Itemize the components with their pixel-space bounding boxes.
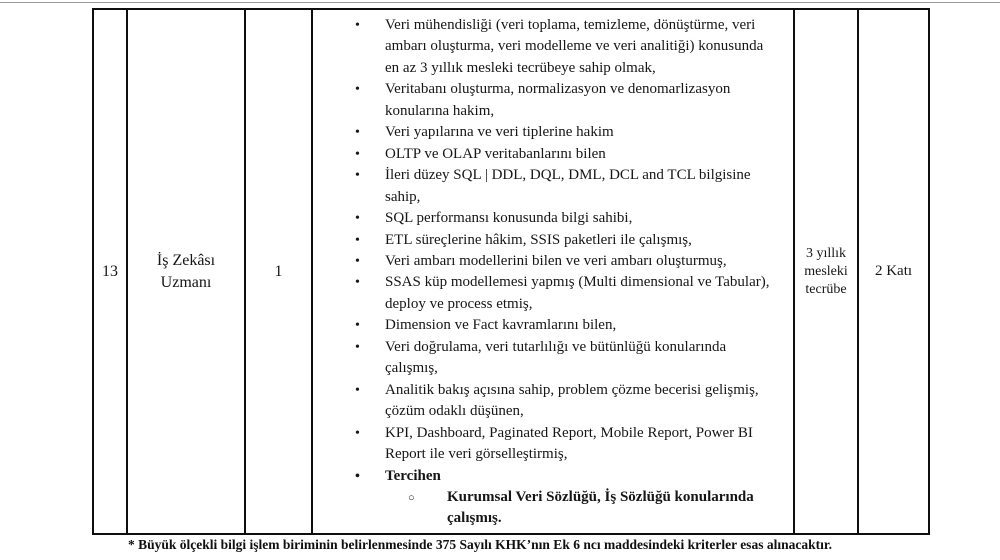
disc-bullet-icon: • (355, 253, 360, 269)
requirement-text: KPI, Dashboard, Paginated Report, Mobile Report, Power BI Report ile veri görselleştirmiş, (385, 424, 753, 463)
requirement-text: Veri doğrulama, veri tutarlılığı ve bütünlüğü konularında çalışmış, (385, 338, 727, 377)
disc-bullet-icon: • (355, 82, 360, 98)
requirement-text: OLTP ve OLAP veritabanlarını bilen (385, 145, 606, 162)
disc-bullet-icon: • (355, 232, 360, 248)
requirement-item (313, 230, 793, 251)
requirement-item (313, 122, 793, 143)
position-title: İş Zekâsı Uzmanı (156, 251, 216, 291)
requirement-item (313, 208, 793, 229)
requirements-list (313, 15, 793, 530)
disc-bullet-icon: • (355, 339, 360, 355)
position-count: 1 (274, 262, 283, 280)
requirement-text: Tercihen (385, 467, 441, 484)
requirement-item (313, 315, 793, 336)
requirement-text: İleri düzey SQL | DDL, DQL, DML, DCL and TCL bilgisine sahip, (385, 167, 751, 205)
requirement-text: Kurumsal Veri Sözlüğü, İş Sözlüğü konularında çalışmış. (447, 488, 754, 527)
position-count-cell (246, 10, 313, 533)
requirement-item (313, 79, 793, 122)
requirement-text: Veritabanı oluşturma, normalizasyon ve denomarlizasyon konularına hakim, (385, 81, 731, 119)
requirement-item (313, 380, 793, 423)
disc-bullet-icon: • (355, 125, 360, 141)
disc-bullet-icon: • (355, 318, 360, 334)
circle-bullet-icon: ○ (408, 491, 415, 504)
requirements-cell (313, 10, 795, 533)
job-requirements-table (92, 8, 930, 535)
requirement-text: SQL performansı konusunda bilgi sahibi, (385, 210, 633, 227)
disc-bullet-icon: • (355, 382, 360, 398)
disc-bullet-icon: • (355, 18, 360, 33)
row-number-cell (94, 10, 128, 533)
row-number: 13 (102, 262, 118, 280)
requirement-subitem (313, 487, 793, 530)
page-top-rule (0, 2, 1000, 3)
requirement-item (313, 272, 793, 315)
disc-bullet-icon: • (355, 146, 360, 162)
experience-cell (795, 10, 859, 533)
position-title-cell (128, 10, 246, 533)
disc-bullet-icon: • (355, 275, 360, 291)
requirement-text: Veri mühendisliği (veri toplama, temizleme, dönüştürme, veri ambarı oluşturma, veri modelleme ve veri analitiği) konusunda en az 3 yıllık mesleki tecrübeye sahip olmak, (385, 17, 764, 76)
requirement-text: Dimension ve Fact kavramlarını bilen, (385, 317, 617, 334)
footnote: * Büyük ölçekli bilgi işlem biriminin belirlenmesinde 375 Sayılı KHK’nın Ek 6 ncı maddesindeki kriterler esas alınacaktır. (128, 537, 832, 552)
requirement-item (313, 466, 793, 487)
requirement-text: SSAS küp modellemesi yapmış (Multi dimensional ve Tabular), deploy ve process etmiş, (385, 274, 770, 312)
salary-multiplier-cell (859, 10, 928, 533)
salary-multiplier: 2 Katı (874, 263, 913, 279)
requirement-text: Veri ambarı modellerini bilen ve veri ambarı oluşturmuş, (385, 252, 727, 269)
requirement-item (313, 251, 793, 272)
requirement-item (313, 144, 793, 165)
disc-bullet-icon: • (355, 211, 360, 227)
disc-bullet-icon: • (355, 168, 360, 184)
requirement-item (313, 337, 793, 380)
requirement-text: Veri yapılarına ve veri tiplerine hakim (385, 124, 614, 141)
requirement-item (313, 15, 793, 79)
requirement-text: Analitik bakış açısına sahip, problem çözme becerisi gelişmiş, çözüm odaklı düşünen, (385, 381, 759, 420)
disc-bullet-icon: • (355, 468, 360, 484)
requirement-text: ETL süreçlerine hâkim, SSIS paketleri ile çalışmış, (385, 231, 692, 248)
requirement-item (313, 165, 793, 208)
disc-bullet-icon: • (355, 425, 360, 441)
experience-requirement: 3 yıllık mesleki tecrübe (804, 245, 848, 297)
requirement-item (313, 423, 793, 466)
